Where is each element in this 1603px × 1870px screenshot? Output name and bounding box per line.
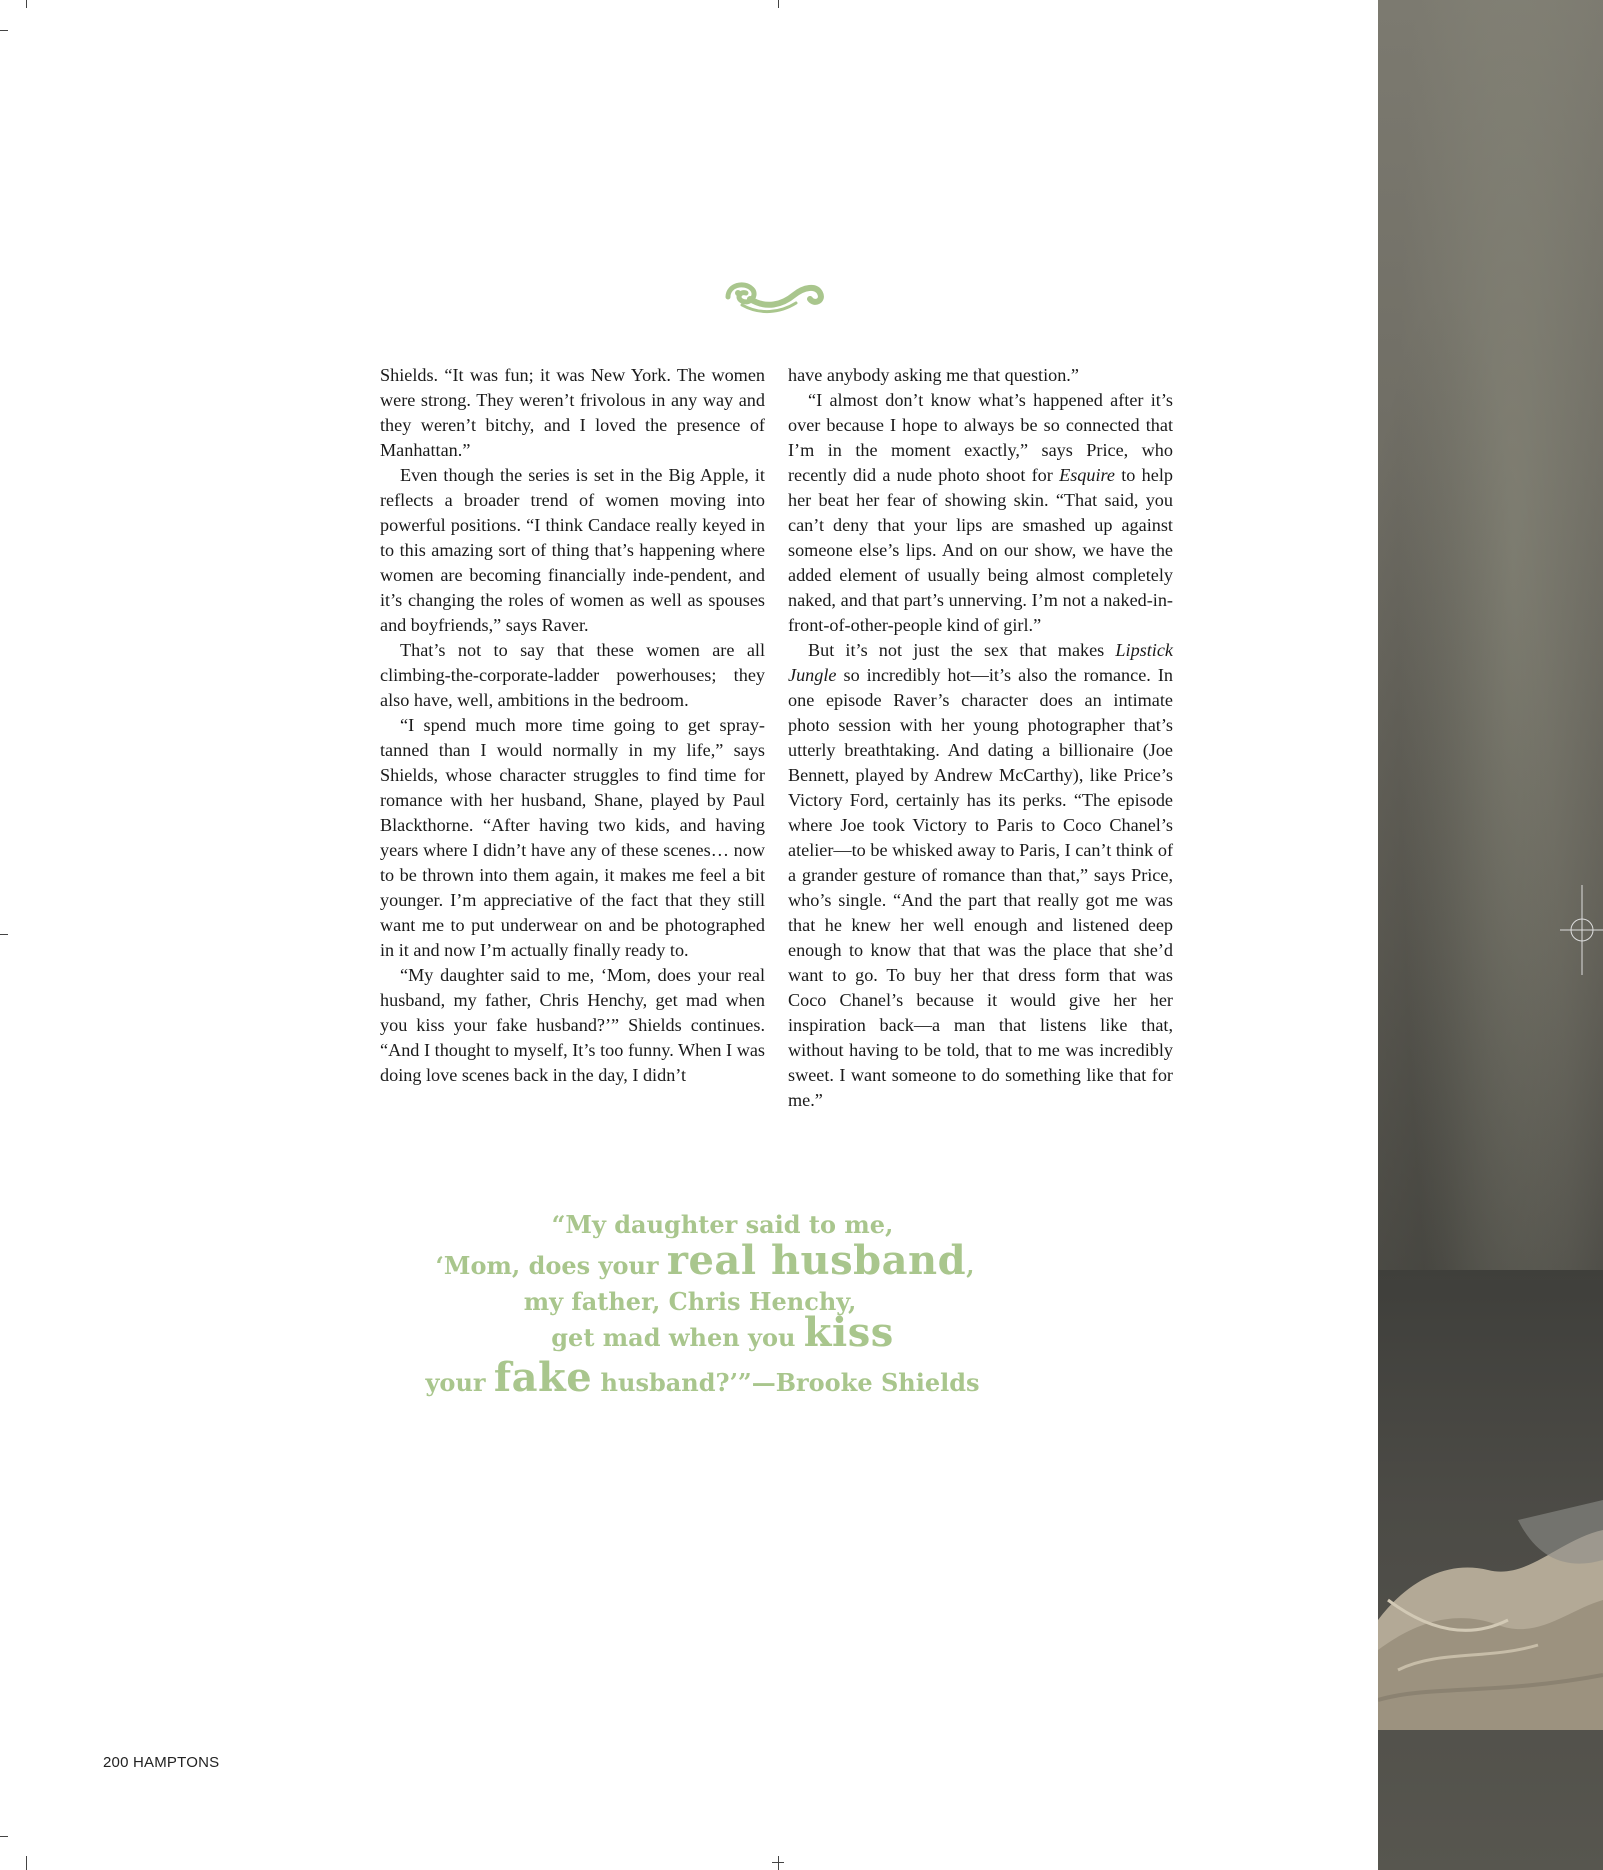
pull-quote-emphasis: kiss	[803, 1309, 894, 1356]
pull-quote-text: ‘Mom, does your	[435, 1251, 667, 1280]
crop-mark	[772, 1862, 784, 1863]
pull-quote-line	[380, 1237, 1030, 1288]
paragraph: Shields. “It was fun; it was New York. The women were strong. They weren’t frivolous in any way and they weren’t bitchy, and I loved the presence of Manhattan.”	[380, 365, 765, 460]
pull-quote-line	[375, 1354, 1030, 1406]
fabric-drape	[1378, 1500, 1603, 1730]
show-title: Lipstick Jungle	[788, 640, 1173, 685]
paragraph	[788, 638, 1173, 1113]
registration-mark-icon	[1560, 885, 1603, 975]
crop-mark	[0, 934, 8, 935]
paragraph: have anybody asking me that question.”	[788, 365, 1079, 385]
paragraph: “I spend much more time going to get spray-tanned than I would normally in my life,” says Shields, whose character struggles to find time for romance with her husband, Shane, played by Paul Blackthorne. “After having two kids, and having years where I didn’t have any of these scenes… now to be thrown into them again, it makes me feel a bit younger. I’m appreciative of the fact that they still want me to put underwear on and be photographed in it and now I’m actually finally ready to.	[380, 715, 765, 960]
pull-quote-text: your	[425, 1368, 494, 1397]
photo-strip	[1378, 0, 1603, 1870]
crop-mark	[0, 1836, 8, 1837]
pull-quote-text: ,	[966, 1251, 975, 1280]
paragraph: Even though the series is set in the Big Apple, it reflects a broader trend of women moving into powerful positions. “I think Candace really keyed in to this amazing sort of thing that’s happening where women are becoming financially inde-pendent, and it’s changing the roles of women as well as spouses and boyfriends,” says Raver.	[380, 465, 765, 635]
paragraph: “My daughter said to me, ‘Mom, does your real husband, my father, Chris Henchy, get mad when you kiss your fake husband?’” Shields continues. “And I thought to myself, It’s too funny. When I was doing love scenes back in the day, I didn’t	[380, 965, 765, 1085]
publication-title: Esquire	[1059, 465, 1115, 485]
article-column-left	[380, 363, 765, 1088]
article-column-right	[788, 363, 1173, 1113]
crop-mark	[0, 30, 8, 31]
crop-mark	[26, 0, 27, 8]
paragraph-text: to help her beat her fear of showing skin. “That said, you can’t deny that your lips are smashed up against someone else’s lips. And on our show, we have the added element of usually being almost completely naked, and that part’s unnerving. I’m not a naked-in-front-of-other-people kind of girl.”	[788, 465, 1173, 635]
crop-mark	[778, 0, 779, 8]
pull-quote	[400, 1208, 1030, 1406]
pull-quote-line	[415, 1309, 1030, 1358]
pull-quote-text: husband?’”—Brooke Shields	[592, 1368, 980, 1397]
pull-quote-emphasis: fake	[493, 1354, 593, 1401]
flourish-ornament-icon	[720, 275, 826, 317]
pull-quote-line: my father, Chris Henchy,	[523, 1287, 857, 1316]
paragraph-text: But it’s not just the sex that makes	[808, 640, 1116, 660]
paragraph	[788, 388, 1173, 638]
paragraph-text: “I almost don’t know what’s happened after it’s over because I hope to always be so connected that I’m in the moment exactly,” says Price, who recently did a nude photo shoot for	[788, 390, 1173, 485]
paragraph-text: so incredibly hot—it’s also the romance. In one episode Raver’s character does an intimate photo session with her young photographer that’s utterly breathtaking. And dating a billionaire (Joe Bennett, played by Andrew McCarthy), like Price’s Victory Ford, certainly has its perks. “The episode where Joe took Victory to Paris to Coco Chanel’s atelier—to be whisked away to Paris, I can’t think of a grander gesture of romance than that,” says Price, who’s single. “And the part that really got me was that he knew her well enough and listened deep enough to know that that was the place that she’d want to go. To buy her that dress form that was Coco Chanel’s because it would give her her inspiration back—a man that listens like that, without having to be told, that to me was incredibly sweet. I want someone to do something like that for me.”	[788, 665, 1173, 1110]
crop-mark	[26, 1856, 27, 1870]
pull-quote-emphasis: real husband	[666, 1237, 967, 1284]
pull-quote-text: get mad when you	[551, 1323, 804, 1352]
crop-mark	[778, 1856, 779, 1870]
pull-quote-line: “My daughter said to me,	[551, 1210, 894, 1239]
page-folio: 200 HAMPTONS	[103, 1754, 220, 1771]
paragraph: That’s not to say that these women are all climbing-the-corporate-ladder powerhouses; they also have, well, ambitions in the bedroom.	[380, 640, 765, 710]
